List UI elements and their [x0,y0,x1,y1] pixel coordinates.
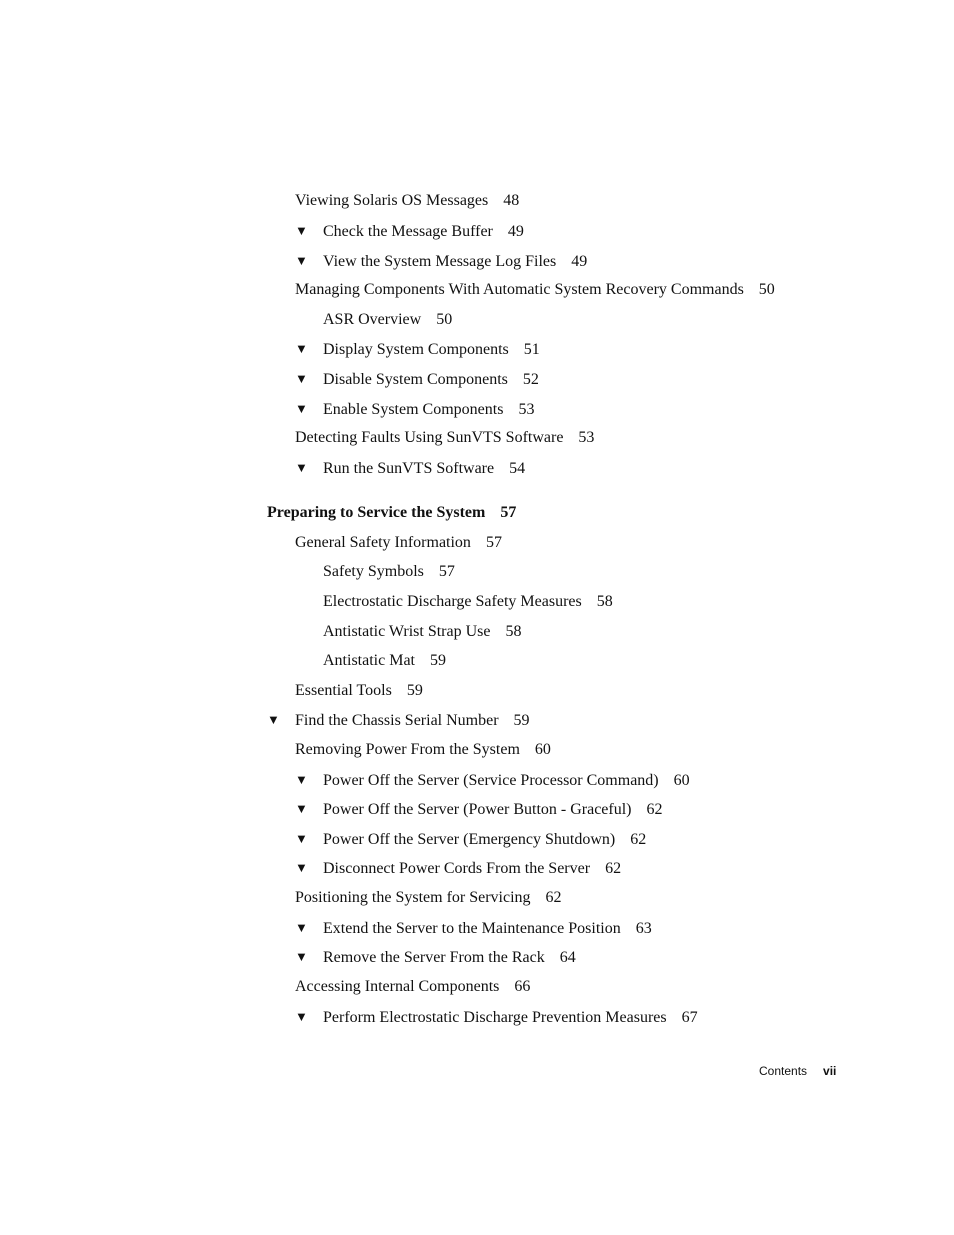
triangle-down-icon: ▼ [295,831,308,846]
toc-task-entry[interactable] [295,399,534,420]
toc-entry-title: View the System Message Log Files [323,253,557,270]
toc-entry-title: Positioning the System for Servicing [295,889,531,906]
toc-section-entry[interactable] [323,651,446,671]
toc-entry-page: 59 [429,652,446,669]
toc-task-entry[interactable] [295,251,587,272]
toc-entry-title: Perform Electrostatic Discharge Prevention Measures [323,1009,667,1026]
triangle-down-icon: ▼ [295,920,308,935]
toc-section-entry[interactable] [295,191,519,211]
toc-entry-page: 59 [513,712,530,729]
toc-task-entry[interactable] [267,710,530,731]
toc-entry-page: 62 [545,889,562,906]
toc-entry-page: 67 [681,1009,698,1026]
triangle-down-icon: ▼ [295,253,308,268]
toc-section-entry[interactable] [295,740,551,760]
toc-entry-page: 49 [507,223,524,240]
toc-entry-title: Antistatic Mat [323,652,415,669]
toc-entry-title: Run the SunVTS Software [323,460,495,477]
toc-entry-title: Preparing to Service the System [267,504,486,521]
toc-task-entry[interactable] [295,369,539,390]
triangle-down-icon: ▼ [295,860,308,875]
toc-task-entry[interactable] [295,1007,698,1028]
toc-entry-page: 66 [514,978,531,995]
toc-entry-page: 51 [523,341,540,358]
toc-entry-page: 50 [436,311,453,328]
toc-entry-title: Power Off the Server (Emergency Shutdown) [323,831,616,848]
toc-task-entry[interactable] [295,799,663,820]
toc-section-entry[interactable] [323,562,455,582]
toc-entry-title: Power Off the Server (Service Processor Command) [323,772,659,789]
triangle-down-icon: ▼ [295,949,308,964]
toc-task-entry[interactable] [295,858,621,879]
triangle-down-icon: ▼ [295,371,308,386]
triangle-down-icon: ▼ [267,712,280,727]
toc-entry-title: Power Off the Server (Power Button - Graceful) [323,801,632,818]
triangle-down-icon: ▼ [295,1009,308,1024]
triangle-down-icon: ▼ [295,772,308,787]
toc-entry-page: 48 [503,192,520,209]
toc-entry-title: Enable System Components [323,401,504,418]
toc-entry-page: 53 [518,401,535,418]
toc-entry-page: 63 [635,920,652,937]
toc-entry-title: Disconnect Power Cords From the Server [323,860,591,877]
toc-section-entry[interactable] [295,280,775,300]
toc-entry-page: 57 [438,563,455,580]
toc-entry-page: 53 [578,429,595,446]
toc-entry-page: 62 [646,801,663,818]
toc-task-entry[interactable] [295,829,646,850]
toc-entry-title: Essential Tools [295,682,392,699]
toc-section-entry[interactable] [295,888,562,908]
toc-task-entry[interactable] [295,458,525,479]
triangle-down-icon: ▼ [295,460,308,475]
toc-entry-title: Electrostatic Discharge Safety Measures [323,593,582,610]
toc-entry-title: Remove the Server From the Rack [323,949,545,966]
toc-section-entry[interactable] [295,681,423,701]
toc-entry-page: 59 [406,682,423,699]
toc-entry-page: 58 [596,593,613,610]
triangle-down-icon: ▼ [295,223,308,238]
toc-entry-page: 62 [630,831,647,848]
toc-task-entry[interactable] [295,918,652,939]
toc-entry-title: Removing Power From the System [295,741,520,758]
toc-entry-title: ASR Overview [323,311,422,328]
toc-entry-title: Viewing Solaris OS Messages [295,192,489,209]
triangle-down-icon: ▼ [295,801,308,816]
footer-label: Contents [759,1064,808,1078]
triangle-down-icon: ▼ [295,341,308,356]
toc-entry-page: 57 [500,504,517,521]
toc-entry-page: 62 [605,860,622,877]
toc-entry-page: 50 [758,281,775,298]
toc-entry-page: 58 [505,623,522,640]
toc-entry-title: Antistatic Wrist Strap Use [323,623,491,640]
toc-entry-title: Detecting Faults Using SunVTS Software [295,429,564,446]
toc-task-entry[interactable] [295,947,576,968]
toc-entry-page: 49 [571,253,588,270]
toc-entry-title: Display System Components [323,341,509,358]
toc-section-entry[interactable] [323,592,613,612]
toc-entry-title: Managing Components With Automatic System Recovery Commands [295,281,744,298]
toc-task-entry[interactable] [295,221,524,242]
toc-entry-page: 52 [522,371,539,388]
toc-entry-page: 60 [534,741,551,758]
toc-chapter-entry[interactable] [267,503,516,523]
toc-entry-title: Check the Message Buffer [323,223,493,240]
toc-entry-page: 64 [559,949,576,966]
toc-section-entry[interactable] [323,310,452,330]
footer-page-number: vii [823,1064,837,1078]
toc-entry-page: 60 [673,772,690,789]
toc-task-entry[interactable] [295,770,690,791]
toc-task-entry[interactable] [295,339,540,360]
page-footer [759,1063,836,1079]
toc-section-entry[interactable] [295,533,502,553]
triangle-down-icon: ▼ [295,401,308,416]
toc-entry-page: 57 [485,534,502,551]
toc-entry-title: Extend the Server to the Maintenance Position [323,920,621,937]
toc-entry-title: General Safety Information [295,534,471,551]
toc-entry-title: Disable System Components [323,371,508,388]
toc-section-entry[interactable] [295,428,594,448]
toc-entry-title: Accessing Internal Components [295,978,500,995]
toc-section-entry[interactable] [323,622,521,642]
toc-entry-title: Find the Chassis Serial Number [295,712,499,729]
toc-entry-title: Safety Symbols [323,563,424,580]
toc-entry-page: 54 [509,460,526,477]
toc-section-entry[interactable] [295,977,530,997]
